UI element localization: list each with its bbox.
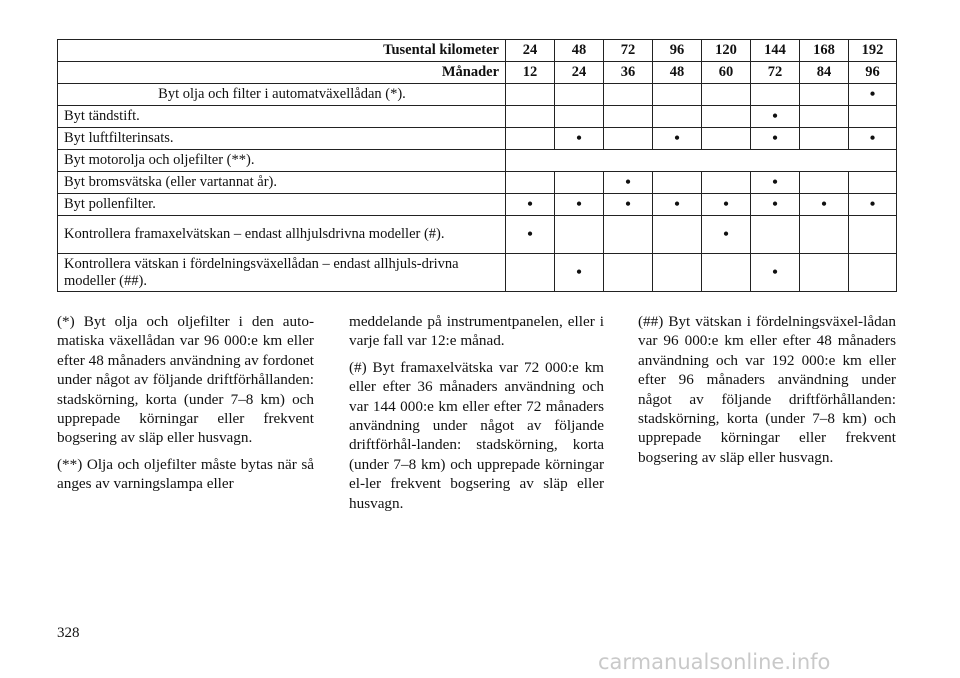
schedule-dot: • (849, 128, 897, 150)
row-label: Byt tändstift. (58, 106, 506, 128)
header-months (58, 62, 897, 84)
schedule-dot: • (555, 254, 604, 292)
schedule-empty-cell (653, 254, 702, 292)
header-months-value: 48 (653, 62, 702, 84)
table-row (58, 254, 897, 292)
table-row (58, 150, 897, 172)
merged-empty-cell (506, 150, 897, 172)
table-row (58, 194, 897, 216)
maintenance-schedule-table (57, 39, 897, 292)
table-row (58, 128, 897, 150)
note-paragraph: (*) Byt olja och oljefilter i den auto-matiska växellådan var 96 000:e km eller efter 48 månaders användning av fordonet under något av följande driftförhållanden: stadskörning, korta (under 7–8 km) och upprepade körningar eller frekvent bogsering av släp eller husvagn. (57, 313, 314, 447)
schedule-empty-cell (702, 172, 751, 194)
schedule-dot: • (653, 194, 702, 216)
schedule-empty-cell (653, 216, 702, 254)
header-kilometers-value: 96 (653, 40, 702, 62)
schedule-empty-cell (800, 84, 849, 106)
schedule-empty-cell (849, 216, 897, 254)
note-paragraph: (**) Olja och oljefilter måste bytas när så anges av varningslampa eller (57, 455, 314, 493)
schedule-empty-cell (604, 254, 653, 292)
schedule-dot: • (604, 172, 653, 194)
schedule-dot: • (849, 194, 897, 216)
row-label: Byt motorolja och oljefilter (**). (58, 150, 506, 172)
schedule-empty-cell (751, 216, 800, 254)
notes-column-2 (349, 312, 604, 520)
schedule-empty-cell (506, 106, 555, 128)
note-paragraph: (##) Byt vätskan i fördelningsväxel-lådan var 96 000:e km eller efter 48 månaders användning och var 192 000:e km eller efter 96 månaders användning under något av följande driftförhållanden: stadskörning, korta (under 7–8 km) och upprepade körningar eller frekvent bogsering av släp eller husvagn. (638, 313, 896, 466)
schedule-empty-cell (653, 172, 702, 194)
header-kilometers-label: Tusental kilometer (58, 40, 506, 62)
schedule-dot: • (653, 128, 702, 150)
schedule-empty-cell (653, 84, 702, 106)
schedule-empty-cell (604, 106, 653, 128)
row-label: Kontrollera framaxelvätskan – endast allhjulsdrivna modeller (#). (58, 216, 506, 254)
schedule-empty-cell (555, 172, 604, 194)
schedule-dot: • (555, 194, 604, 216)
header-kilometers (58, 40, 897, 62)
schedule-empty-cell (555, 84, 604, 106)
header-months-value: 36 (604, 62, 653, 84)
schedule-dot: • (751, 194, 800, 216)
schedule-empty-cell (506, 84, 555, 106)
schedule-empty-cell (800, 216, 849, 254)
schedule-empty-cell (506, 254, 555, 292)
row-label: Kontrollera vätskan i fördelningsväxellådan – endast allhjuls-drivna modeller (##). (58, 254, 506, 292)
schedule-dot: • (506, 194, 555, 216)
header-months-value: 96 (849, 62, 897, 84)
schedule-dot: • (849, 84, 897, 106)
schedule-empty-cell (604, 128, 653, 150)
page-number: 328 (57, 625, 80, 641)
row-label: Byt pollenfilter. (58, 194, 506, 216)
schedule-empty-cell (604, 84, 653, 106)
header-kilometers-value: 192 (849, 40, 897, 62)
schedule-empty-cell (555, 106, 604, 128)
header-months-value: 84 (800, 62, 849, 84)
schedule-empty-cell (702, 84, 751, 106)
header-months-value: 24 (555, 62, 604, 84)
schedule-empty-cell (702, 106, 751, 128)
schedule-empty-cell (800, 254, 849, 292)
schedule-empty-cell (506, 172, 555, 194)
table-row (58, 106, 897, 128)
schedule-empty-cell (849, 106, 897, 128)
note-paragraph: (#) Byt framaxelvätska var 72 000:e km eller efter 36 månaders användning och var 144 000:e km eller efter 72 månaders användning under något av följande driftförhål-landen: stadskörning, korta (under 7–8 km) och upprepade körningar el-ler frekvent bogsering av släp eller husvagn. (349, 358, 604, 512)
schedule-dot: • (751, 128, 800, 150)
schedule-empty-cell (653, 106, 702, 128)
schedule-dot: • (506, 216, 555, 254)
row-label: Byt luftfilterinsats. (58, 128, 506, 150)
table-row (58, 172, 897, 194)
schedule-empty-cell (800, 172, 849, 194)
header-kilometers-value: 144 (751, 40, 800, 62)
schedule-empty-cell (751, 84, 800, 106)
schedule-empty-cell (702, 254, 751, 292)
schedule-empty-cell (800, 128, 849, 150)
schedule-empty-cell (604, 216, 653, 254)
schedule-empty-cell (849, 172, 897, 194)
schedule-empty-cell (702, 128, 751, 150)
header-kilometers-value: 72 (604, 40, 653, 62)
header-months-value: 12 (506, 62, 555, 84)
schedule-empty-cell (849, 254, 897, 292)
notes-column-3 (638, 312, 896, 474)
schedule-dot: • (702, 194, 751, 216)
header-months-value: 60 (702, 62, 751, 84)
header-kilometers-value: 48 (555, 40, 604, 62)
header-kilometers-value: 168 (800, 40, 849, 62)
schedule-empty-cell (555, 216, 604, 254)
notes-column-1 (57, 312, 314, 501)
header-months-value: 72 (751, 62, 800, 84)
schedule-dot: • (751, 172, 800, 194)
schedule-dot: • (702, 216, 751, 254)
schedule-dot: • (751, 106, 800, 128)
note-paragraph: meddelande på instrumentpanelen, eller i varje fall var 12:e månad. (349, 313, 604, 350)
header-kilometers-value: 24 (506, 40, 555, 62)
row-label: Byt bromsvätska (eller vartannat år). (58, 172, 506, 194)
header-kilometers-value: 120 (702, 40, 751, 62)
schedule-dot: • (751, 254, 800, 292)
table-row (58, 216, 897, 254)
schedule-empty-cell (800, 106, 849, 128)
schedule-dot: • (604, 194, 653, 216)
schedule-dot: • (555, 128, 604, 150)
schedule-dot: • (800, 194, 849, 216)
watermark: carmanualsonline.info (598, 650, 831, 674)
row-label: Byt olja och filter i automatväxellådan (*). (58, 84, 506, 106)
header-months-label: Månader (58, 62, 506, 84)
schedule-empty-cell (506, 128, 555, 150)
table-row (58, 84, 897, 106)
